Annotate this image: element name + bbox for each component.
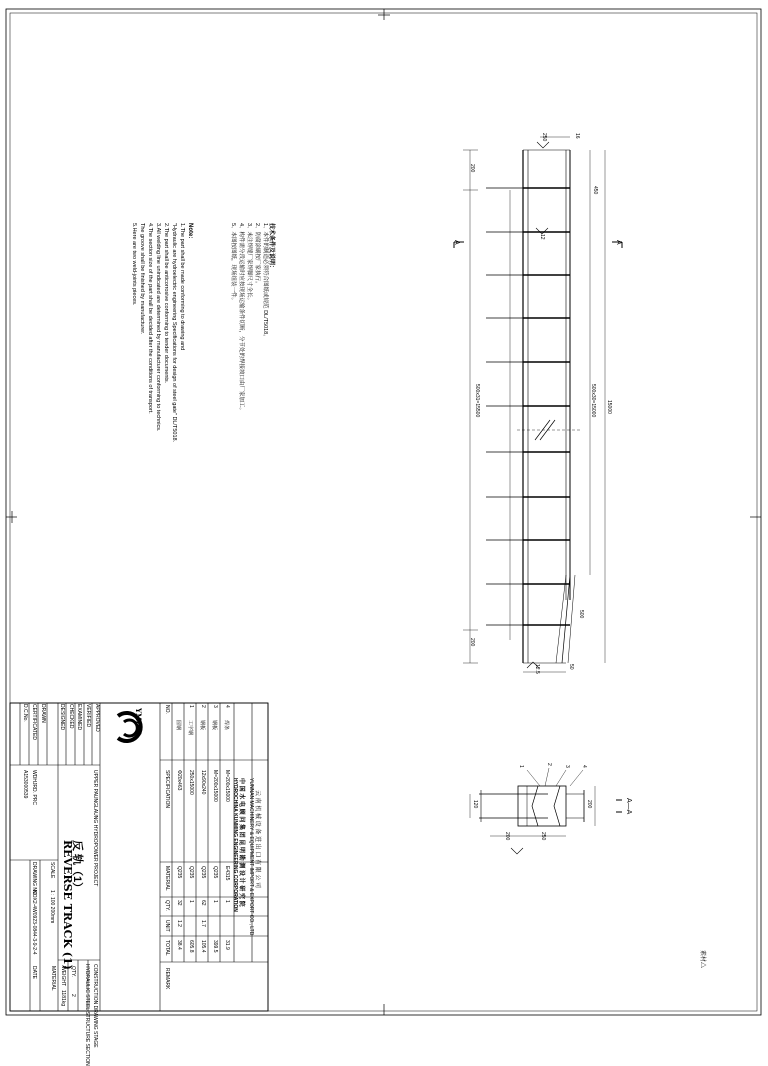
dim-weld-top: 12: [539, 234, 545, 240]
note-en-line: 4.The section size of the part shall be decided after the conditions of transport.: [147, 223, 153, 414]
dim-total: 15000: [606, 400, 612, 414]
bom-cell-name: 圆钢: [175, 720, 181, 731]
drawing-title-cn: 反 轨（1）: [71, 840, 83, 894]
dim-pitch-bottom: 500x31=15500: [474, 384, 480, 418]
note-cn-line: 5、本图按图纸，现场组装一件。: [230, 223, 236, 304]
section-mark-right: A: [615, 240, 622, 245]
dim-tail: 50: [568, 664, 574, 670]
bom-cell-qty: 1: [188, 900, 194, 903]
bom-cell-no: 4: [224, 705, 230, 708]
bom-header-total: TOTAL: [164, 940, 170, 956]
note-en-line: "Hydraulic are hydroelectric engineering Specifications for design of steel gate" DL/T5018.: [171, 223, 177, 443]
role-verified: VERIFIED: [85, 704, 91, 728]
bom-header-unit: UNIT: [164, 920, 170, 932]
bom-cell-qty: 1: [224, 900, 230, 903]
bom-cell-total: 105.4: [200, 940, 206, 953]
note-cn-line: 3、未注焊缝厂家焊脚尺寸全长。: [246, 223, 252, 304]
callout-4: 4: [581, 765, 587, 768]
date-label: DATE: [31, 966, 37, 979]
note-cn-line: 4、构件需分段运输时应按现场运输条件切断，分节处的焊接坡口由厂家加工。: [238, 223, 244, 414]
bom-cell-name: 钢板: [199, 720, 205, 731]
bom-header-material: MATERIAL: [164, 866, 170, 891]
bom-header-remark: REMARK: [164, 968, 170, 990]
stage-label: CONSTRUCTION DRAWING STAGE: [92, 964, 98, 1048]
dim-last: 500: [578, 610, 584, 619]
callout-1: 1: [518, 765, 524, 768]
drawing-no-label: DRAWING NO: [31, 862, 37, 895]
dim-pitch-top: 500x30=15000: [590, 384, 596, 418]
bom-header-spec: SPECIFICATION: [164, 770, 170, 808]
drawing-no: NOX2-4W0923-0844-3-9-2-4: [31, 890, 37, 955]
dim-end-left: 200: [469, 164, 475, 173]
notes-en-title: Note:: [187, 223, 193, 239]
note-en-line: 3.All welding line unindicated are determined by manufacturer conforming to technics.: [155, 223, 161, 432]
dim-top-width: 250: [541, 133, 547, 142]
bom-cell-no: 2: [200, 705, 206, 708]
bom-cell-mat: Q235: [176, 866, 182, 879]
role-checked: CHECKED: [68, 704, 74, 729]
bom-header-qty: QTY.: [164, 900, 170, 912]
section-dim-120: 120: [472, 800, 478, 809]
bom-cell-name: 钢板: [211, 720, 217, 731]
bom-cell-mat: Q235: [200, 866, 206, 879]
company-name-cn: 云 南 机 械 设 备 进 出 口 有 限 公 司: [254, 790, 260, 889]
bom-cell-total: 399.5: [212, 940, 218, 953]
hydro-name-cn: 中 国 水 电 顾 问 集 团 昆 明 勘 测 设 计 研 究 院: [238, 778, 244, 907]
dim-top-first: 450: [592, 186, 598, 195]
role-examined: EXAMINED: [76, 704, 82, 731]
company-name-en: YUNNAN MACHINERY & EQUIPMENT IMPORT & EXPORT CO., LTD.: [248, 778, 254, 937]
bom-cell-qty: 32: [176, 900, 182, 906]
bom-cell-mat: Q235: [212, 866, 218, 879]
note-en-line: 2.The part shall be anticorrosive conforming to tender documents.: [163, 223, 169, 384]
scale-label: SCALE: [49, 862, 55, 879]
dim-end-right: 200: [469, 638, 475, 647]
material-label: MATERIAL: [50, 966, 56, 991]
section-label: HYDRAULIC STEEL STRUCTURE SECTION: [84, 964, 90, 1066]
section-dim-200b: 200: [586, 800, 592, 809]
drawing-title-en: REVERSE TRACK (1): [61, 840, 74, 970]
bom-cell-total: 31.9: [224, 940, 230, 950]
note-cn-line: 1、本件的制造必须符合图纸或规范 DL/T5018。: [262, 223, 268, 340]
bom-cell-name: 工字钢: [187, 720, 193, 736]
callout-3: 3: [564, 765, 570, 768]
stamp-text: 素材△: [699, 950, 705, 969]
role-drawn: DRAWN: [40, 704, 46, 723]
section-mark-left: A: [453, 240, 460, 245]
bom-cell-spec: Φ20x463: [176, 770, 182, 791]
scale-value: 1 : 100 200mm: [49, 890, 55, 924]
role-approved: APPROVED: [94, 704, 100, 732]
bom-cell-mat: E4315: [224, 866, 230, 881]
bom-cell-spec: M=200x15000: [224, 770, 230, 802]
certificated-value: WDHJRD. PRC: [31, 770, 37, 805]
qty-label: QTY.: [70, 966, 76, 978]
dim-top-gap: 16: [574, 133, 580, 139]
weight-label: WEIGHT: [60, 966, 66, 986]
bom-cell-spec: 250x15000: [188, 770, 194, 795]
section-aa-view: [470, 768, 622, 854]
bom-cell-total: 38.4: [176, 940, 182, 950]
bom-cell-no: 3: [212, 705, 218, 708]
bom-cell-name: 焊条: [223, 720, 229, 731]
bom-cell-unit: 1.2: [176, 920, 182, 927]
role-dcno: D.C.No.: [22, 704, 28, 722]
section-dim-250: 250: [540, 832, 546, 841]
callout-2: 2: [546, 763, 552, 766]
section-dim-200a: 200: [504, 832, 510, 841]
dim-weld-bottom: 12.5: [534, 664, 540, 674]
qty-value: 2: [70, 994, 76, 997]
bom-cell-no: 1: [188, 705, 194, 708]
role-certificated: CERTIFICATED: [31, 704, 37, 740]
dcno-value: A153000539: [22, 770, 28, 799]
bom-cell-qty: 62: [200, 900, 206, 906]
note-cn-line: 2、防腐涂刷按厂家执行。: [254, 223, 260, 287]
bom-header-no: NO.: [164, 705, 170, 714]
note-en-line: 1.The part shall be made conforming to drawing and: [179, 223, 185, 351]
role-designed: DESIGNED: [59, 704, 65, 731]
bom-cell-total: 605.8: [188, 940, 194, 953]
bom-cell-qty: 1: [212, 900, 218, 903]
bom-cell-unit: 1.7: [200, 920, 206, 927]
title-block-frame: [10, 703, 268, 1011]
notes-cn-title: 技术条件及说明：: [268, 223, 274, 272]
bom-cell-spec: M=200x15000: [212, 770, 218, 802]
bom-cell-mat: Q235: [188, 866, 194, 879]
project-name: UPPER PAUNGLAUNG HYDROPOWER PROJECT: [92, 770, 98, 887]
hydro-name-en: HYDROCHINA KUNMING ENGINEERING CORPORATION: [232, 778, 238, 912]
section-aa-label: A—A: [625, 798, 632, 815]
logo-text: YMIEC: [134, 708, 143, 735]
weight-value: 1181kg: [60, 990, 66, 1007]
note-en-line: 5.Here are two weld-joints pieces.: [131, 223, 137, 306]
bom-cell-spec: 12x90x240: [200, 770, 206, 795]
note-en-line: The groove shall be finished by manufacturer.: [139, 223, 145, 335]
